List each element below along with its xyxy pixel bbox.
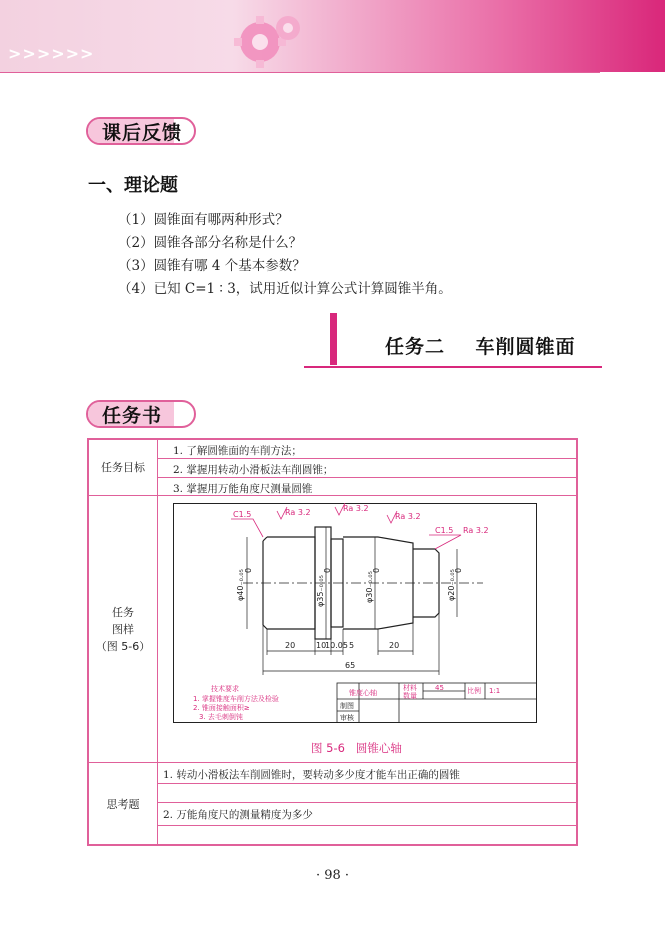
diameter-label-3: φ30₋₀.₀₅: [365, 571, 374, 603]
row-separator: [89, 762, 576, 763]
column-separator: [157, 440, 158, 846]
length-label-4: 5: [349, 641, 355, 650]
title-block-material-label: 材料: [403, 684, 417, 692]
roughness-label-2: Ra 3.2: [343, 504, 369, 513]
length-label-5: 20: [389, 641, 400, 650]
goal-item: 3. 掌握用万能角度尺测量圆锥: [173, 483, 313, 495]
length-label-3: 10.05: [325, 641, 348, 650]
row-separator: [89, 495, 576, 496]
engineering-drawing: [173, 503, 537, 723]
diameter-label-1: φ40₋₀.₀₅: [236, 569, 245, 601]
goal-item: 1. 了解圆锥面的车削方法；: [173, 445, 302, 457]
taskbook-table: [87, 438, 578, 846]
think-row-line: [158, 802, 576, 803]
think-question-2: 2. 万能角度尺的测量精度为多少: [163, 809, 313, 821]
gear-icon: [222, 8, 312, 68]
think-question-1: 1. 转动小滑板法车削圆锥时，要转动多少度才能车出正确的圆锥: [163, 769, 460, 781]
question-1: （1）圆锥面有哪两种形式？: [118, 212, 289, 228]
goal-item: 2. 掌握用转动小滑板法车削圆锥；: [173, 464, 334, 476]
header-rule: [0, 72, 600, 73]
figure-caption: 图 5-6 圆锥心轴: [311, 741, 402, 755]
think-row-line: [158, 825, 576, 826]
drawing-label-line-3: （图 5-6）: [95, 640, 151, 653]
chamfer-label-1: C1.5: [233, 510, 252, 519]
chamfer-label-2: C1.5: [435, 526, 454, 535]
goal-row-line: [158, 477, 576, 478]
goal-row-line: [158, 458, 576, 459]
drawing-label-line-2: 图样: [112, 623, 134, 636]
title-block-scale: 1:1: [489, 687, 501, 695]
diameter-upper-4: 0: [454, 567, 463, 573]
header-chevrons: >>>>>>: [8, 44, 95, 63]
question-3: （3）圆锥有哪 4 个基本参数？: [118, 258, 306, 274]
theory-heading: 一、理论题: [88, 175, 178, 196]
roughness-label-1: Ra 3.2: [285, 508, 311, 517]
title-block-material: 45: [435, 684, 444, 692]
header-band: [0, 0, 665, 72]
diameter-upper-2: 0: [323, 567, 332, 573]
notes-line-3: 3. 去毛刺倒钝: [199, 713, 243, 721]
roughness-label-4: Ra 3.2: [463, 526, 489, 535]
length-label-total: 65: [345, 661, 356, 670]
question-4: （4）已知 C=1 ∶ 3，试用近似计算公式计算圆锥半角。: [118, 281, 452, 297]
title-block-qty-label: 数量: [403, 692, 417, 700]
task-title: 任务二 车削圆锥面: [385, 336, 576, 358]
notes-line-1: 1. 掌握锥度车削方法及检验: [193, 695, 279, 703]
title-block-part: 锥度心轴: [349, 689, 377, 697]
feedback-tab-label: 课后反馈: [102, 121, 183, 144]
taskbook-tab-label: 任务书: [102, 404, 163, 427]
drawing-label-line-1: 任务: [112, 606, 134, 619]
diameter-label-2: φ35₋₀.₀₅: [316, 575, 325, 607]
page-number: · 98 ·: [315, 868, 350, 883]
length-label-2: 10: [316, 641, 327, 650]
notes-title: 技术要求: [211, 685, 239, 693]
diameter-upper-1: 0: [244, 567, 253, 573]
feedback-tab: [86, 117, 196, 145]
title-block-scale-label: 比例: [467, 687, 481, 695]
taskbook-tab: [86, 400, 196, 428]
think-label: 思考题: [106, 798, 140, 811]
title-block-drawn: 制图: [340, 702, 354, 710]
diameter-label-4: φ20₋₀.₀₅: [447, 569, 456, 601]
goal-label: 任务目标: [101, 461, 145, 474]
roughness-label-3: Ra 3.2: [395, 512, 421, 521]
diameter-upper-3: 0: [372, 567, 381, 573]
length-label-1: 20: [285, 641, 296, 650]
task-accent-bar: [330, 313, 337, 365]
task-underline: [304, 366, 602, 368]
question-2: （2）圆锥各部分名称是什么？: [118, 235, 303, 251]
notes-line-2: 2. 锥面接触面积≥: [193, 704, 250, 712]
think-row-line: [158, 783, 576, 784]
title-block-checked: 审核: [340, 714, 354, 722]
